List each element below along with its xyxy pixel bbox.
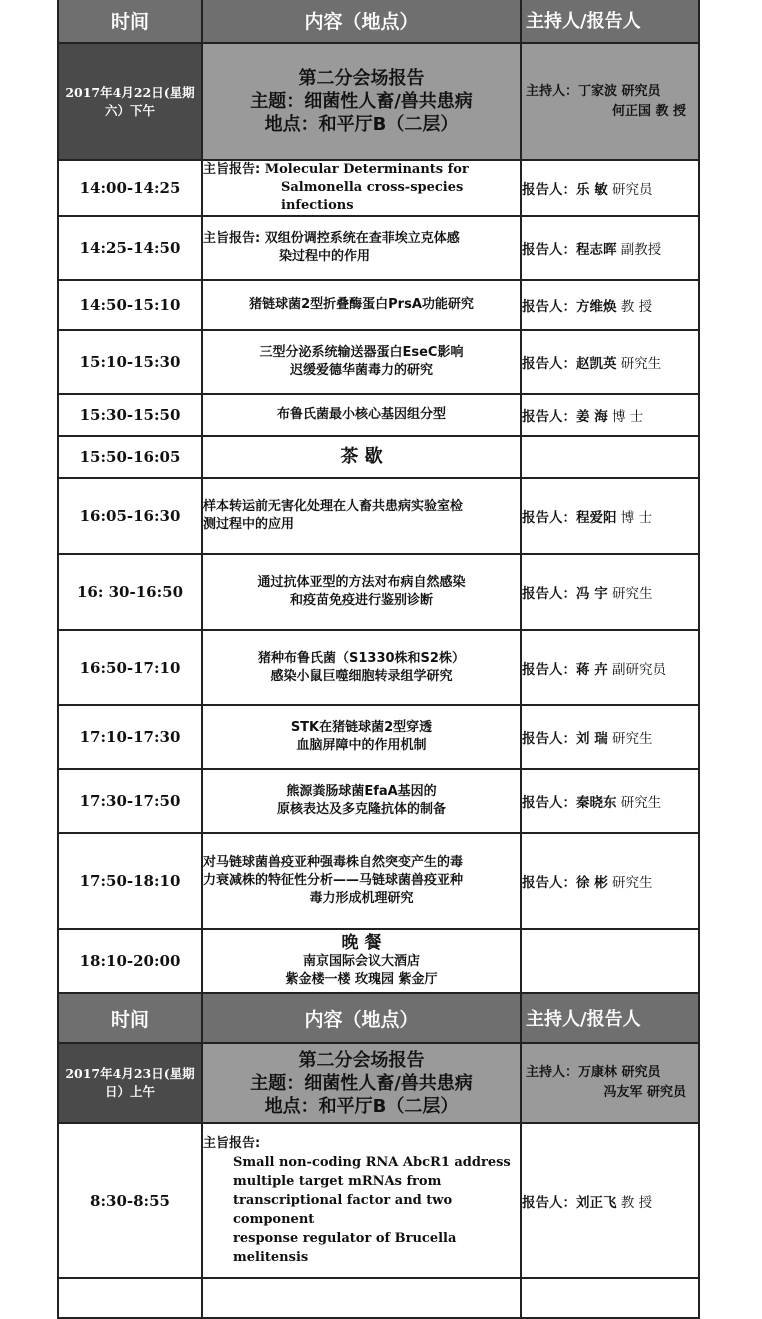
speaker-title: 教 授 (620, 299, 653, 315)
content-line: 对马链球菌兽疫亚种强毒株自然突变产生的毒 (203, 855, 464, 870)
table-row (58, 160, 699, 216)
header-host: 主持人/报告人 (521, 0, 699, 43)
session-title: 第二分会场报告 (298, 68, 425, 89)
content-cell (202, 330, 521, 394)
time-cell: 17:10-17:30 (58, 705, 202, 769)
table-row (58, 216, 699, 280)
speaker-label: 报告人： (522, 242, 576, 258)
table-row (58, 1123, 699, 1278)
content-cell (202, 394, 521, 436)
session-row (58, 1043, 699, 1123)
content-prefix: 主旨报告: (203, 162, 265, 177)
content-line: 染过程中的作用 (279, 249, 371, 264)
time-cell: 15:30-15:50 (58, 394, 202, 436)
content-line: 布鲁氏菌最小核心基因组分型 (276, 407, 446, 422)
schedule-table (57, 0, 700, 1319)
time-cell: 18:10-20:00 (58, 929, 202, 993)
speaker-title: 副研究员 (612, 661, 666, 678)
speaker-name: 乐 敏 (576, 182, 608, 198)
speaker-title: 博 士 (620, 510, 653, 526)
content-line: 感染小鼠巨噬细胞转录组学研究 (270, 668, 453, 684)
content-line: 通过抗体亚型的方法对布病自然感染 (257, 575, 466, 590)
content-cell (202, 705, 521, 769)
content-cell (202, 160, 521, 216)
empty-cell (202, 1278, 521, 1318)
time-cell: 14:00-14:25 (58, 160, 202, 216)
session-hosts (521, 1043, 699, 1123)
speaker-label: 报告人： (522, 356, 576, 372)
table-row (58, 705, 699, 769)
content-prefix: 主旨报告: (203, 1135, 261, 1151)
content-line: 南京国际会议大酒店 (302, 954, 420, 969)
speaker-label: 报告人： (522, 875, 576, 891)
time-cell: 17:50-18:10 (58, 833, 202, 929)
speaker-name: 冯 宇 (576, 586, 608, 602)
content-line: Small non-coding RNA AbcR1 address (233, 1154, 511, 1170)
speaker-cell (521, 160, 699, 216)
speaker-cell (521, 554, 699, 630)
time-cell: 14:50-15:10 (58, 280, 202, 330)
speaker-cell (521, 833, 699, 929)
speaker-cell (521, 478, 699, 554)
speaker-label: 报告人： (522, 182, 576, 198)
speaker-name: 刘 瑞 (576, 731, 608, 747)
speaker-cell (521, 330, 699, 394)
break-cell (202, 436, 521, 478)
content-line: 猪种布鲁氏菌（S1330株和S2株） (258, 650, 465, 666)
content-line: 迟缓爱德华菌毒力的研究 (289, 363, 433, 378)
session-date: 2017年4月22日(星期六）下午 (58, 43, 202, 160)
table-row (58, 394, 699, 436)
time-cell: 15:50-16:05 (58, 436, 202, 478)
table-row (58, 280, 699, 330)
session-info (202, 43, 521, 160)
content-line: transcriptional factor and two component (233, 1192, 453, 1227)
time-cell: 16:50-17:10 (58, 630, 202, 705)
empty-cell (58, 1278, 202, 1318)
host-name: 何正国 教 授 (611, 103, 686, 119)
content-line: 测过程中的应用 (203, 517, 295, 532)
content-line: 力衰减株的特征性分析——马链球菌兽疫亚种 (203, 873, 464, 888)
speaker-label: 报告人： (522, 510, 576, 526)
speaker-cell (521, 929, 699, 993)
speaker-cell (521, 436, 699, 478)
speaker-label: 报告人： (522, 661, 576, 678)
time-cell: 15:10-15:30 (58, 330, 202, 394)
speaker-label: 报告人： (522, 1194, 576, 1211)
content-line: Salmonella cross-species infections (281, 180, 464, 213)
content-line: 茶 歇 (340, 446, 383, 467)
dinner-cell (202, 929, 521, 993)
content-line: 和疫苗免疫进行鉴别诊断 (289, 593, 433, 608)
session-topic: 主题：细菌性人畜/兽共患病 (250, 1072, 473, 1094)
content-line: multiple target mRNAs from (233, 1173, 442, 1189)
speaker-cell (521, 630, 699, 705)
speaker-cell (521, 769, 699, 833)
table-row (58, 330, 699, 394)
content-cell (202, 554, 521, 630)
speaker-name: 徐 彬 (576, 875, 608, 891)
speaker-name: 刘正飞 (576, 1194, 617, 1211)
table-row (58, 478, 699, 554)
speaker-name: 程爱阳 (576, 510, 617, 526)
speaker-cell (521, 394, 699, 436)
content-line: 主旨报告: 双组份调控系统在查菲埃立克体感 (203, 231, 460, 246)
content-line: 熊源粪肠球菌EfaA基因的 (286, 784, 437, 799)
table-row (58, 769, 699, 833)
session-row (58, 43, 699, 160)
header-row (58, 0, 699, 43)
speaker-cell (521, 216, 699, 280)
table-row (58, 833, 699, 929)
speaker-title: 研究生 (620, 356, 662, 372)
speaker-name: 蒋 卉 (576, 661, 608, 678)
header-content: 内容（地点） (202, 0, 521, 43)
time-cell: 16:05-16:30 (58, 478, 202, 554)
content-line: response regulator of Brucella melitensis (233, 1230, 457, 1265)
speaker-title: 研究员 (612, 182, 653, 198)
speaker-label: 报告人： (522, 409, 576, 425)
content-line: 血脑屏障中的作用机制 (296, 738, 427, 753)
content-cell (202, 1123, 521, 1278)
header-time: 时间 (58, 0, 202, 43)
session-hosts (521, 43, 699, 160)
host-name: 冯友军 研究员 (603, 1085, 686, 1100)
table-row (58, 554, 699, 630)
header-content: 内容（地点） (202, 993, 521, 1043)
speaker-title: 教 授 (620, 1194, 653, 1211)
speaker-title: 研究生 (612, 731, 653, 747)
table-row (58, 1278, 699, 1318)
content-line: 猪链球菌2型折叠酶蛋白PrsA功能研究 (249, 297, 474, 312)
speaker-title: 博 士 (612, 409, 644, 425)
content-cell (202, 833, 521, 929)
speaker-cell (521, 705, 699, 769)
content-line: 紫金楼一楼 玫瑰园 紫金厅 (285, 972, 438, 987)
content-cell (202, 216, 521, 280)
content-cell (202, 630, 521, 705)
speaker-label: 报告人： (522, 795, 576, 811)
content-line: STK在猪链球菌2型穿透 (290, 720, 433, 735)
session-info (202, 1043, 521, 1123)
speaker-name: 赵凯英 (576, 356, 617, 372)
host-label: 主持人： (526, 83, 579, 99)
speaker-label: 报告人： (522, 731, 576, 747)
session-place: 地点：和平厅B（二层） (264, 1095, 459, 1117)
header-host: 主持人/报告人 (521, 993, 699, 1043)
time-cell: 8:30-8:55 (58, 1123, 202, 1278)
content-line: 样本转运前无害化处理在人畜共患病实验室检 (203, 499, 464, 514)
speaker-name: 方维焕 (576, 299, 617, 315)
empty-cell (521, 1278, 699, 1318)
content-line: Molecular Determinants for (264, 162, 469, 177)
content-line: 毒力形成机理研究 (309, 891, 414, 906)
session-place: 地点：和平厅B（二层） (264, 114, 459, 135)
speaker-title: 副教授 (620, 242, 662, 258)
content-line: 三型分泌系统输送器蛋白EseC影响 (259, 345, 464, 360)
speaker-label: 报告人： (522, 586, 576, 602)
session-date: 2017年4月23日(星期日）上午 (58, 1043, 202, 1123)
speaker-name: 秦晓东 (576, 795, 617, 811)
speaker-label: 报告人： (522, 299, 576, 315)
host-label: 主持人： (526, 1065, 579, 1080)
speaker-title: 研究生 (620, 795, 662, 811)
speaker-title: 研究生 (612, 875, 653, 891)
content-line: 原核表达及多克隆抗体的制备 (276, 802, 446, 817)
content-cell (202, 769, 521, 833)
header-time: 时间 (58, 993, 202, 1043)
time-cell: 17:30-17:50 (58, 769, 202, 833)
session-title: 第二分会场报告 (298, 1049, 425, 1071)
host-name: 丁家波 研究员 (578, 83, 661, 99)
content-cell (202, 478, 521, 554)
header-row (58, 993, 699, 1043)
speaker-title: 研究生 (612, 586, 653, 602)
table-row (58, 929, 699, 993)
session-topic: 主题：细菌性人畜/兽共患病 (250, 91, 473, 112)
time-cell: 16: 30-16:50 (58, 554, 202, 630)
speaker-cell (521, 280, 699, 330)
speaker-cell (521, 1123, 699, 1278)
table-row (58, 436, 699, 478)
speaker-name: 程志晖 (576, 242, 617, 258)
host-name: 万康林 研究员 (578, 1065, 661, 1080)
speaker-name: 姜 海 (576, 409, 608, 425)
time-cell: 14:25-14:50 (58, 216, 202, 280)
table-row (58, 630, 699, 705)
content-cell (202, 280, 521, 330)
content-line: 晚 餐 (341, 933, 382, 953)
